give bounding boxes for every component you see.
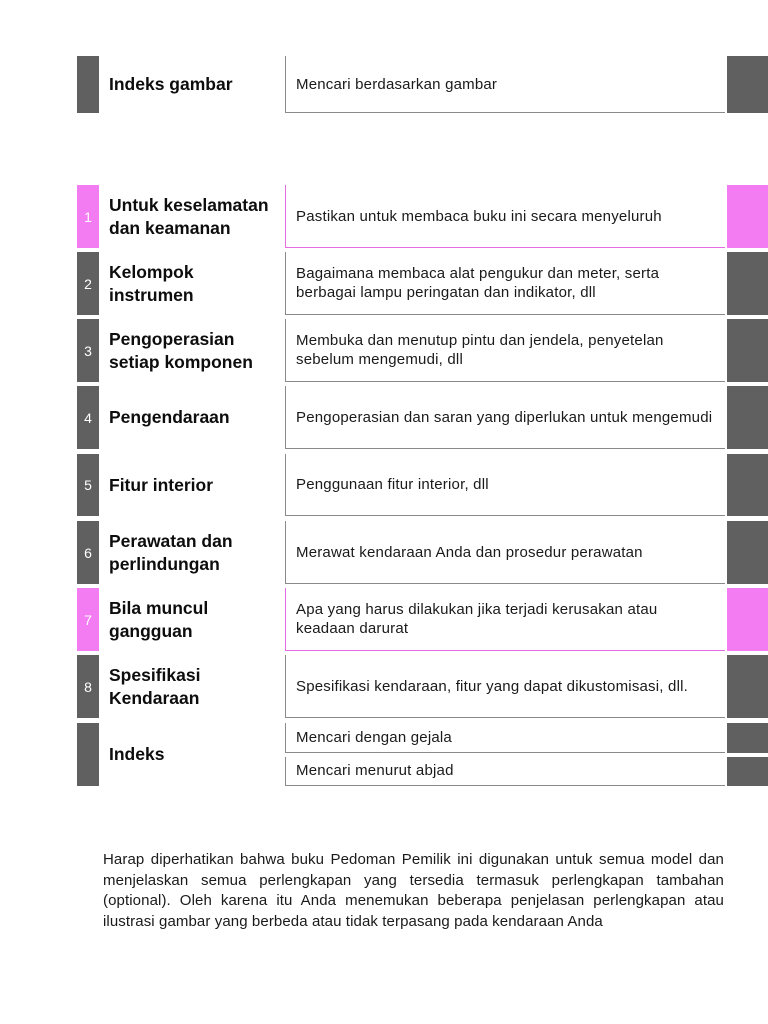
index-picture-tab (77, 56, 99, 113)
section-title: Untuk keselamatan dan keamanan (109, 194, 269, 238)
section-description: Merawat kendaraan Anda dan prosedur perawatan (285, 521, 725, 584)
section-description: Spesifikasi kendaraan, fitur yang dapat dikustomisasi, dll. (285, 655, 725, 718)
section-number-tab: 3 (77, 319, 99, 382)
section-title: Kelompok instrumen (109, 261, 194, 305)
section-description: Penggunaan fitur interior, dll (285, 454, 725, 516)
disclaimer-note: Harap diperhatikan bahwa buku Pedoman Pemilik ini digunakan untuk semua model dan menjelaskan semua perlengkapan yang tersedia termasuk perlengkapan tambahan (optional). Oleh karena itu Anda menemukan beberapa penjelasan perlengkapan atau ilustrasi gambar yang berbeda atau tidak terpasang pada kendaraan Anda (103, 851, 724, 930)
section-row-4[interactable] (0, 386, 768, 449)
section-row-2[interactable] (0, 252, 768, 315)
section-number-tab: 4 (77, 386, 99, 449)
index-item-alphabet (0, 757, 768, 786)
section-title: Pengoperasian setiap komponen (109, 328, 253, 372)
index-item-description: Mencari dengan gejala (285, 723, 725, 753)
index-item-symptom (0, 723, 768, 753)
section-side-tab (727, 252, 768, 315)
section-title: Bila muncul gangguan (109, 597, 209, 641)
section-row-8[interactable] (0, 655, 768, 718)
section-title: Fitur interior (109, 474, 214, 495)
section-number-tab: 2 (77, 252, 99, 315)
section-description: Pastikan untuk membaca buku ini secara menyeluruh (285, 185, 725, 248)
section-row-7[interactable] (0, 588, 768, 651)
section-description: Bagaimana membaca alat pengukur dan meter, serta berbagai lampu peringatan dan indikator, dll (285, 252, 725, 315)
section-title: Pengendaraan (109, 407, 230, 427)
section-description: Membuka dan menutup pintu dan jendela, penyetelan sebelum mengemudi, dll (285, 319, 725, 382)
section-row-1[interactable] (0, 185, 768, 248)
section-title: Perawatan dan perlindungan (109, 530, 233, 574)
index-picture-row[interactable] (0, 56, 768, 113)
section-number-tab: 7 (77, 588, 99, 651)
index-picture-description: Mencari berdasarkan gambar (285, 56, 725, 113)
section-description: Pengoperasian dan saran yang diperlukan untuk mengemudi (285, 386, 725, 449)
section-side-tab (727, 454, 768, 516)
section-description: Apa yang harus dilakukan jika terjadi kerusakan atau keadaan darurat (285, 588, 725, 651)
section-side-tab (727, 185, 768, 248)
section-number-tab: 5 (77, 454, 99, 516)
section-number-tab: 6 (77, 521, 99, 584)
index-picture-side-tab (727, 56, 768, 113)
index-item-description: Mencari menurut abjad (285, 757, 725, 786)
section-number-tab: 1 (77, 185, 99, 248)
index-side-tab (727, 723, 768, 753)
section-side-tab (727, 521, 768, 584)
section-side-tab (727, 588, 768, 651)
section-row-5[interactable] (0, 454, 768, 516)
section-side-tab (727, 386, 768, 449)
section-side-tab (727, 655, 768, 718)
index-side-tab (727, 757, 768, 786)
section-row-3[interactable] (0, 319, 768, 382)
section-number-tab: 8 (77, 655, 99, 718)
index-title: Indeks (109, 744, 165, 764)
section-row-6[interactable] (0, 521, 768, 584)
index-picture-title: Indeks gambar (109, 74, 233, 94)
section-side-tab (727, 319, 768, 382)
section-title: Spesifikasi Kendaraan (109, 664, 201, 708)
